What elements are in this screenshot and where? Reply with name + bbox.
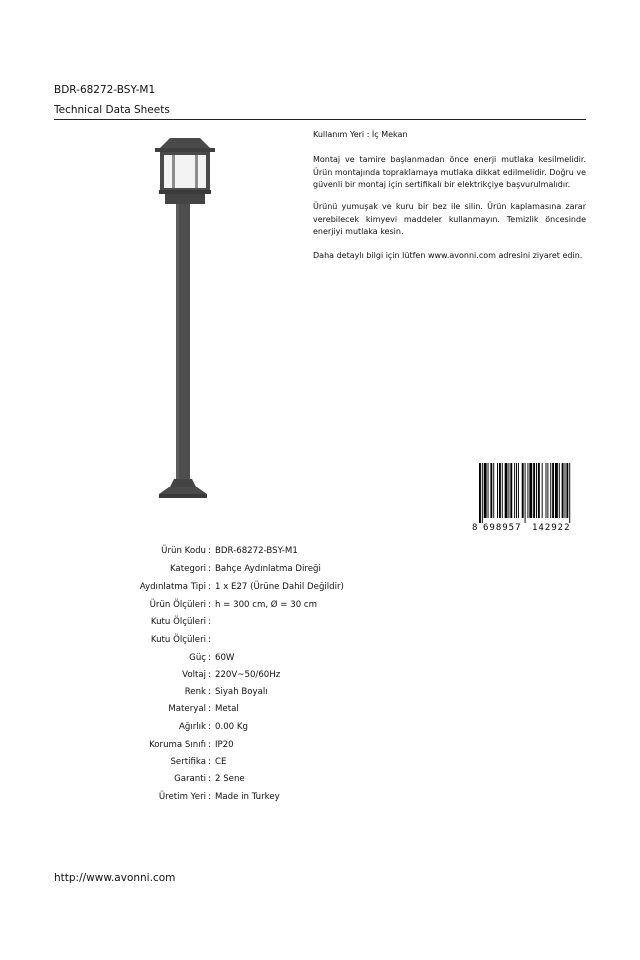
spec-value: 0.00 Kg xyxy=(215,722,248,732)
barcode-bar xyxy=(527,463,528,518)
barcode-bar xyxy=(547,463,548,518)
barcode-bar xyxy=(484,463,487,518)
barcode-bar xyxy=(538,463,540,518)
barcode-bar xyxy=(565,463,566,518)
spec-row: Üretim Yeri : Made in Turkey xyxy=(0,789,640,806)
spec-row: Ürün Kodu : BDR-68272-BSY-M1 xyxy=(0,543,640,560)
barcode-bar xyxy=(505,463,508,518)
spec-label: Materyal xyxy=(168,704,206,714)
spec-label: Üretim Yeri xyxy=(158,792,206,802)
barcode-digit-prefix: 8 xyxy=(472,523,478,533)
barcode-digits-right: 142922 xyxy=(532,523,571,533)
barcode-bar xyxy=(482,463,483,523)
barcode-bar xyxy=(510,463,512,518)
spec-row: Kategori : Bahçe Aydınlatma Direği xyxy=(0,561,640,578)
spec-value: Made in Turkey xyxy=(215,792,280,802)
spec-label: Kutu Ölçüleri xyxy=(150,617,206,627)
barcode-bar xyxy=(518,463,519,518)
spec-label: Koruma Sınıfı xyxy=(149,740,206,750)
spec-row: Ürün Ölçüleri : h = 300 cm, Ø = 30 cm xyxy=(0,597,640,614)
barcode-bar xyxy=(490,463,492,518)
usage-location: Kullanım Yeri : İç Mekan xyxy=(313,130,408,139)
barcode-bar xyxy=(479,463,481,523)
barcode-bar xyxy=(497,463,498,518)
spec-value: BDR-68272-BSY-M1 xyxy=(215,546,298,556)
barcode-bar xyxy=(525,463,526,523)
spec-row: Renk : Siyah Boyalı xyxy=(0,684,640,701)
barcode-bar xyxy=(533,463,535,518)
barcode-bar xyxy=(550,463,551,518)
spec-row: Kutu Ölçüleri : xyxy=(0,614,640,631)
spec-label: Ürün Ölçüleri xyxy=(149,600,206,610)
barcode-bar xyxy=(536,463,537,518)
spec-label: Sertifika xyxy=(170,757,206,767)
spec-row: Güç : 60W xyxy=(0,650,640,667)
barcode-bar xyxy=(516,463,517,518)
spec-label: Kategori xyxy=(169,564,206,574)
barcode-bar xyxy=(488,463,489,518)
spec-row: Koruma Sınıfı : IP20 xyxy=(0,737,640,754)
spec-label: Renk xyxy=(184,687,206,697)
cleaning-paragraph: Ürünü yumuşak ve kuru bir bez ile silin. Ürün kaplamasına zarar verebilecek kimyevi maddeler kullanmayın. Temizlik öncesinde enerjiyi mutlaka kesin. xyxy=(313,202,586,237)
footer-website-link[interactable]: http://www.avonni.com xyxy=(54,872,176,884)
barcode-bar xyxy=(559,463,560,518)
spec-value: 60W xyxy=(215,653,235,663)
spec-row: Ağırlık : 0.00 Kg xyxy=(0,719,640,736)
spec-row: Kutu Ölçüleri : xyxy=(0,632,640,649)
spec-row: Materyal : Metal xyxy=(0,701,640,718)
spec-label: Garanti xyxy=(174,774,206,784)
barcode-bar xyxy=(542,463,543,518)
barcode-bar xyxy=(508,463,509,518)
info-paragraph: Daha detaylı bilgi için lütfen www.avonni.com adresini ziyaret edin. xyxy=(313,251,583,260)
spec-row: Garanti : 2 Sene xyxy=(0,771,640,788)
spec-value: IP20 xyxy=(215,740,234,750)
spec-label: Güç xyxy=(189,653,206,663)
spec-value: CE xyxy=(215,757,227,767)
spec-label: Kutu Ölçüleri xyxy=(150,635,206,645)
barcode-bar xyxy=(552,463,554,518)
spec-value: Bahçe Aydınlatma Direği xyxy=(215,564,321,574)
barcode-bar xyxy=(499,463,501,518)
spec-row: Sertifika : CE xyxy=(0,754,640,771)
header-divider xyxy=(54,119,586,120)
barcode-bar xyxy=(502,463,503,518)
product-code-heading: BDR-68272-BSY-M1 xyxy=(54,84,156,96)
spec-label: Aydınlatma Tipi xyxy=(139,582,206,592)
barcode-bar xyxy=(529,463,532,518)
barcode-bar xyxy=(493,463,494,518)
garden-lamp-post-icon xyxy=(150,134,220,504)
spec-label: Voltaj xyxy=(182,670,206,680)
barcode xyxy=(469,461,585,533)
barcode-bar xyxy=(522,463,524,518)
spec-value: 1 x E27 (Ürüne Dahil Değildir) xyxy=(215,582,344,592)
spec-row: Aydınlatma Tipi : 1 x E27 (Ürüne Dahil Değildir) xyxy=(0,579,640,596)
spec-value: h = 300 cm, Ø = 30 cm xyxy=(215,600,317,610)
spec-row: Voltaj : 220V~50/60Hz xyxy=(0,667,640,684)
barcode-bar xyxy=(562,463,564,518)
spec-value: 2 Sene xyxy=(215,774,245,784)
spec-value: Siyah Boyalı xyxy=(215,687,268,697)
barcode-digits-left: 698957 xyxy=(483,523,522,533)
barcode-bar xyxy=(566,463,568,518)
spec-value: Metal xyxy=(215,704,239,714)
barcode-bar xyxy=(569,463,570,523)
barcode-bar xyxy=(546,463,547,518)
spec-value: 220V~50/60Hz xyxy=(215,670,281,680)
barcode-bar xyxy=(555,463,558,518)
spec-label: Ağırlık xyxy=(178,722,206,732)
spec-label: Ürün Kodu xyxy=(161,546,206,556)
safety-paragraph: Montaj ve tamire başlanmadan önce enerji mutlaka kesilmelidir. Ürün montajında topraklamaya mutlaka dikkat edilmelidir. Doğru ve güvenli bir montaj için sertifikalı bir elektrikçiye başvurulmalıdır. xyxy=(313,155,586,190)
sheet-title: Technical Data Sheets xyxy=(54,104,170,116)
barcode-bar xyxy=(514,463,515,518)
